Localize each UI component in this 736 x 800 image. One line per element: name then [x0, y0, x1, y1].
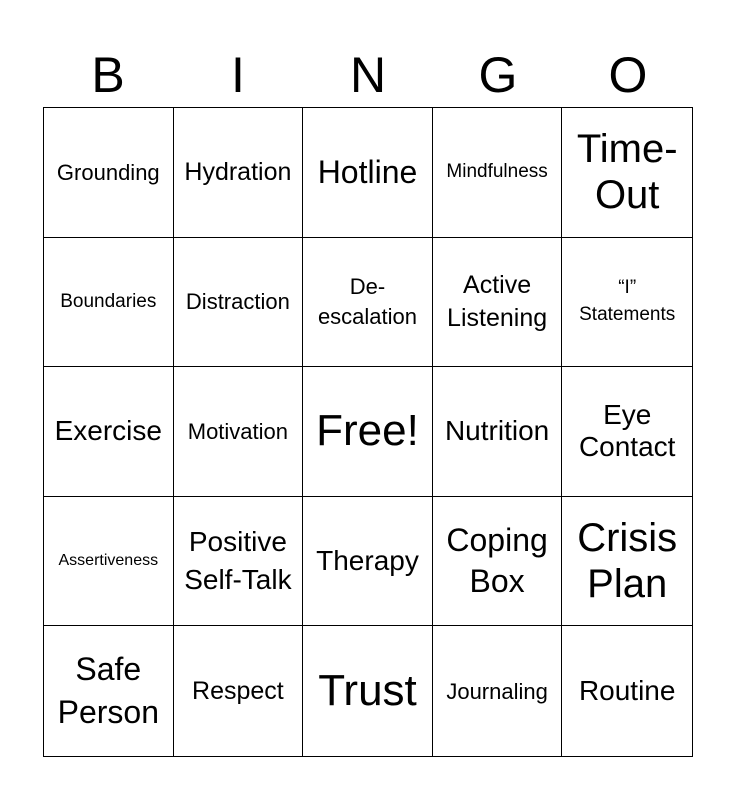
header-letter-n: N	[349, 47, 387, 103]
cell-label: “I” Statements	[579, 277, 676, 325]
cell-label: Assertiveness	[58, 551, 159, 569]
bingo-cell-coping-box[interactable]	[433, 497, 563, 627]
header-letter-i: I	[231, 47, 245, 103]
header-letter-o: O	[608, 47, 648, 103]
cell-label: Journaling	[446, 678, 548, 704]
cell-label: Hotline	[317, 153, 418, 190]
cell-label: Eye Contact	[578, 399, 676, 463]
bingo-cell-boundaries[interactable]	[44, 238, 174, 368]
cell-label: Positive Self-Talk	[184, 526, 292, 596]
cell-label: Coping Box	[446, 521, 548, 600]
cell-label: Respect	[192, 676, 284, 705]
cell-label: Hydration	[184, 157, 292, 186]
bingo-cell-mindfulness[interactable]	[433, 108, 563, 238]
bingo-cell-de-escalation[interactable]	[303, 238, 433, 368]
cell-label: Crisis Plan	[577, 516, 678, 607]
bingo-cell-safe-person[interactable]	[44, 626, 174, 756]
cell-label: Free!	[316, 406, 419, 456]
cell-label: Exercise	[54, 415, 162, 447]
bingo-board	[43, 107, 693, 757]
cell-label: Routine	[578, 675, 676, 707]
bingo-cell-grounding[interactable]	[44, 108, 174, 238]
header-letter-g: G	[478, 47, 518, 103]
bingo-cell-respect[interactable]	[174, 626, 304, 756]
cell-label: De-escalation	[317, 274, 418, 329]
bingo-cell-therapy[interactable]	[303, 497, 433, 627]
cell-label: Mindfulness	[446, 161, 548, 183]
bingo-cell-journaling[interactable]	[433, 626, 563, 756]
cell-label: Time-Out	[576, 127, 678, 218]
bingo-header	[43, 38, 693, 108]
bingo-cell-nutrition[interactable]	[433, 367, 563, 497]
cell-label: Trust	[318, 665, 417, 715]
bingo-cell-eye-contact[interactable]	[562, 367, 692, 497]
bingo-cell-assertiveness[interactable]	[44, 497, 174, 627]
bingo-cell-active-listening[interactable]	[433, 238, 563, 368]
cell-label: Active Listening	[447, 271, 548, 332]
cell-label: Grounding	[56, 159, 160, 185]
bingo-cell-motivation[interactable]	[174, 367, 304, 497]
bingo-cell-free[interactable]	[303, 367, 433, 497]
bingo-cell-i-statements[interactable]	[562, 238, 692, 368]
bingo-cell-distraction[interactable]	[174, 238, 304, 368]
bingo-cell-routine[interactable]	[562, 626, 692, 756]
cell-label: Safe Person	[57, 651, 159, 731]
cell-label: Boundaries	[60, 290, 157, 312]
bingo-cell-hydration[interactable]	[174, 108, 304, 238]
cell-label: Distraction	[185, 289, 290, 315]
bingo-cell-positive-self-talk[interactable]	[174, 497, 304, 627]
bingo-cell-time-out[interactable]	[562, 108, 692, 238]
bingo-cell-exercise[interactable]	[44, 367, 174, 497]
cell-label: Motivation	[187, 418, 289, 444]
bingo-cell-crisis-plan[interactable]	[562, 497, 692, 627]
bingo-cell-hotline[interactable]	[303, 108, 433, 238]
bingo-cell-trust[interactable]	[303, 626, 433, 756]
cell-label: Nutrition	[444, 415, 550, 447]
header-letter-b: B	[91, 47, 125, 103]
cell-label: Therapy	[316, 545, 419, 576]
